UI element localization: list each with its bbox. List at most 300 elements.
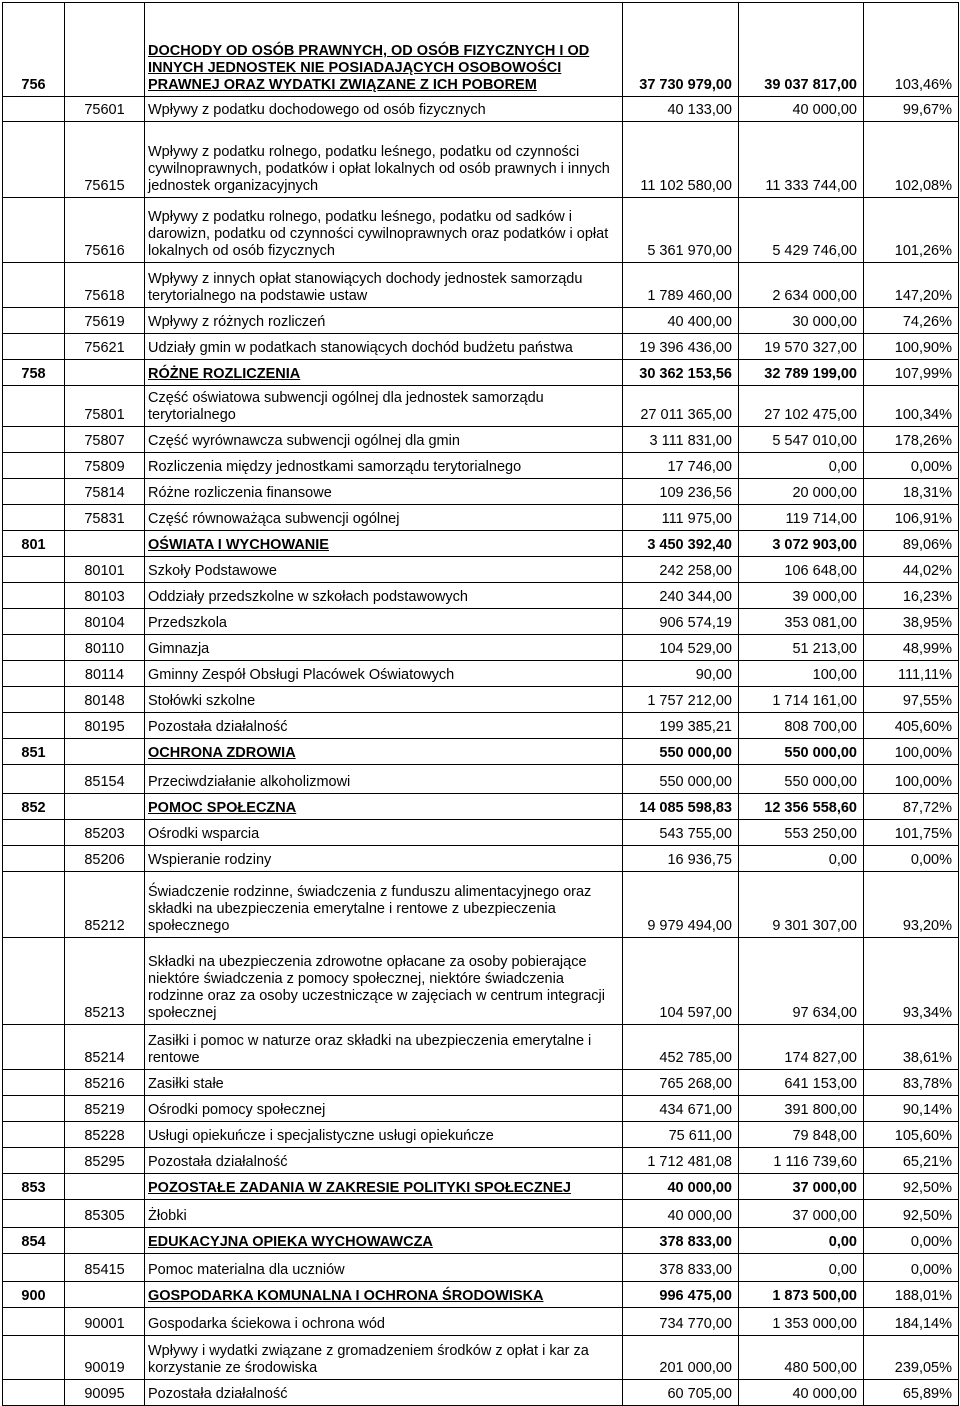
percent-value-text: 65,89% <box>902 1386 952 1402</box>
item-name-text: Świadczenie rodzinne, świadczenia z funduszu alimentacyjnego oraz składki na ubezpieczenia emerytalne i rentowe z ubezpieczenia społecznego <box>148 884 592 934</box>
item-name-text: Pozostała działalność <box>148 1154 288 1170</box>
plan-value-text: 17 746,00 <box>667 459 732 475</box>
section-code-text: 852 <box>21 800 46 816</box>
plan-value-text: 104 597,00 <box>659 1005 732 1021</box>
percent-value-text: 100,90% <box>894 340 952 356</box>
plan-value <box>623 479 739 505</box>
percent-value <box>864 505 959 531</box>
chapter-code <box>65 263 145 308</box>
item-name <box>145 360 623 386</box>
execution-value-text: 100,00 <box>812 667 857 683</box>
section-code <box>3 635 65 661</box>
percent-value-text: 147,20% <box>894 288 952 304</box>
execution-value-text: 5 429 746,00 <box>772 243 857 259</box>
item-name <box>145 739 623 765</box>
execution-value-text: 391 800,00 <box>784 1102 857 1118</box>
execution-value-text: 3 072 903,00 <box>772 537 857 553</box>
item-name-text: Przeciwdziałanie alkoholizmowi <box>148 774 351 790</box>
execution-value-text: 2 634 000,00 <box>772 288 857 304</box>
chapter-code <box>65 1282 145 1308</box>
percent-value <box>864 1228 959 1254</box>
percent-value <box>864 479 959 505</box>
percent-value-text: 111,11% <box>897 667 952 683</box>
chapter-code <box>65 122 145 198</box>
percent-value-text: 38,61% <box>902 1050 952 1066</box>
table-row <box>3 334 959 360</box>
execution-value <box>739 360 864 386</box>
item-name <box>145 1228 623 1254</box>
plan-value <box>623 427 739 453</box>
chapter-code <box>65 846 145 872</box>
execution-value-text: 9 301 307,00 <box>772 918 857 934</box>
chapter-code <box>65 3 145 97</box>
plan-value-text: 201 000,00 <box>659 1360 732 1376</box>
section-code-text: 851 <box>21 745 46 761</box>
chapter-code <box>65 308 145 334</box>
plan-value-text: 19 396 436,00 <box>639 340 732 356</box>
item-name <box>145 334 623 360</box>
plan-value-text: 1 789 460,00 <box>647 288 732 304</box>
plan-value-text: 9 979 494,00 <box>647 918 732 934</box>
execution-value-text: 1 116 739,60 <box>773 1154 857 1170</box>
chapter-code-text: 85219 <box>84 1102 125 1118</box>
section-row <box>3 1228 959 1254</box>
item-name-text: Szkoły Podstawowe <box>148 563 277 579</box>
section-code <box>3 1025 65 1070</box>
percent-value <box>864 1096 959 1122</box>
execution-value-text: 174 827,00 <box>784 1050 857 1066</box>
plan-value-text: 37 730 979,00 <box>639 77 732 93</box>
execution-value <box>739 308 864 334</box>
item-name-text: Wspieranie rodziny <box>148 852 272 868</box>
percent-value <box>864 1200 959 1228</box>
percent-value <box>864 1174 959 1200</box>
chapter-code <box>65 687 145 713</box>
item-name <box>145 1174 623 1200</box>
percent-value-text: 99,67% <box>902 102 952 118</box>
item-name-text: Część wyrównawcza subwencji ogólnej dla gmin <box>148 433 460 449</box>
section-code <box>3 846 65 872</box>
section-code <box>3 1096 65 1122</box>
percent-value <box>864 938 959 1025</box>
chapter-code-text: 75618 <box>84 288 125 304</box>
execution-value <box>739 1200 864 1228</box>
execution-value <box>739 1148 864 1174</box>
item-name <box>145 1254 623 1282</box>
table-row <box>3 505 959 531</box>
execution-value <box>739 97 864 122</box>
execution-value-text: 0,00 <box>828 459 857 475</box>
plan-value-text: 40 400,00 <box>667 314 732 330</box>
percent-value <box>864 820 959 846</box>
plan-value-text: 550 000,00 <box>659 745 732 761</box>
chapter-code <box>65 334 145 360</box>
execution-value-text: 119 714,00 <box>785 511 857 527</box>
item-name-text: Pozostała działalność <box>148 719 288 735</box>
percent-value-text: 100,00% <box>894 745 952 761</box>
plan-value <box>623 122 739 198</box>
chapter-code-text: 80148 <box>84 693 125 709</box>
chapter-code <box>65 427 145 453</box>
execution-value-text: 39 000,00 <box>792 589 857 605</box>
item-name <box>145 1380 623 1406</box>
chapter-code-text: 80195 <box>84 719 125 735</box>
chapter-code-text: 85203 <box>84 826 125 842</box>
chapter-code-text: 75601 <box>84 102 125 118</box>
plan-value-text: 240 344,00 <box>659 589 732 605</box>
table-row <box>3 122 959 198</box>
item-name-text: Wpływy i wydatki związane z gromadzeniem środków z opłat i kar za korzystanie ze środowiska <box>148 1343 589 1376</box>
table-row <box>3 846 959 872</box>
item-name-text: Zasiłki i pomoc w naturze oraz składki na ubezpieczenia emerytalne i rentowe <box>148 1033 592 1066</box>
item-name-text: Udziały gmin w podatkach stanowiących dochód budżetu państwa <box>148 340 573 356</box>
chapter-code <box>65 531 145 557</box>
item-name <box>145 687 623 713</box>
section-code <box>3 1148 65 1174</box>
section-code <box>3 505 65 531</box>
table-row <box>3 1308 959 1336</box>
execution-value-text: 37 000,00 <box>792 1180 857 1196</box>
table-row <box>3 1200 959 1228</box>
item-name <box>145 263 623 308</box>
plan-value-text: 242 258,00 <box>659 563 732 579</box>
section-code <box>3 531 65 557</box>
percent-value-text: 0,00% <box>910 1234 952 1250</box>
plan-value-text: 765 268,00 <box>659 1076 732 1092</box>
chapter-code-text: 85216 <box>84 1076 125 1092</box>
section-code <box>3 453 65 479</box>
section-code <box>3 1308 65 1336</box>
chapter-code-text: 75831 <box>84 511 125 527</box>
plan-value-text: 199 385,21 <box>659 719 732 735</box>
plan-value <box>623 97 739 122</box>
chapter-code-text: 75807 <box>84 433 125 449</box>
execution-value <box>739 1070 864 1096</box>
percent-value <box>864 687 959 713</box>
percent-value <box>864 583 959 609</box>
chapter-code <box>65 583 145 609</box>
chapter-code-text: 80103 <box>84 589 125 605</box>
execution-value-text: 106 648,00 <box>784 563 857 579</box>
item-name-text: Wpływy z podatku dochodowego od osób fizycznych <box>148 102 486 118</box>
table-row <box>3 687 959 713</box>
plan-value-text: 996 475,00 <box>659 1288 732 1304</box>
percent-value <box>864 713 959 739</box>
item-name <box>145 635 623 661</box>
plan-value-text: 3 450 392,40 <box>647 537 732 553</box>
execution-value <box>739 739 864 765</box>
execution-value-text: 40 000,00 <box>792 102 857 118</box>
plan-value-text: 90,00 <box>695 667 732 683</box>
percent-value-text: 103,46% <box>894 77 952 93</box>
percent-value-text: 87,72% <box>902 800 952 816</box>
item-name-text: Gospodarka ściekowa i ochrona wód <box>148 1316 385 1332</box>
item-name-text: EDUKACYJNA OPIEKA WYCHOWAWCZA <box>148 1234 433 1250</box>
item-name <box>145 583 623 609</box>
percent-value <box>864 1025 959 1070</box>
chapter-code <box>65 1122 145 1148</box>
item-name <box>145 1148 623 1174</box>
execution-value <box>739 453 864 479</box>
chapter-code-text: 85154 <box>84 774 125 790</box>
execution-value-text: 97 634,00 <box>792 1005 857 1021</box>
chapter-code <box>65 557 145 583</box>
section-code <box>3 794 65 820</box>
chapter-code <box>65 938 145 1025</box>
plan-value <box>623 198 739 263</box>
plan-value-text: 27 011 365,00 <box>640 407 732 423</box>
percent-value <box>864 794 959 820</box>
chapter-code-text: 85212 <box>84 918 125 934</box>
item-name <box>145 1282 623 1308</box>
plan-value-text: 452 785,00 <box>659 1050 732 1066</box>
plan-value <box>623 453 739 479</box>
plan-value-text: 434 671,00 <box>659 1102 732 1118</box>
section-code <box>3 427 65 453</box>
table-row <box>3 427 959 453</box>
item-name-text: GOSPODARKA KOMUNALNA I OCHRONA ŚRODOWISKA <box>148 1288 544 1304</box>
item-name-text: Rozliczenia między jednostkami samorządu terytorialnego <box>148 459 522 475</box>
item-name-text: Gminny Zespół Obsługi Placówek Oświatowych <box>148 667 455 683</box>
execution-value <box>739 820 864 846</box>
section-code <box>3 687 65 713</box>
section-code <box>3 1228 65 1254</box>
execution-value <box>739 872 864 938</box>
item-name-text: Gimnazja <box>148 641 210 657</box>
percent-value <box>864 1380 959 1406</box>
section-code <box>3 122 65 198</box>
plan-value <box>623 687 739 713</box>
percent-value <box>864 609 959 635</box>
section-code-text: 801 <box>21 537 46 553</box>
percent-value <box>864 360 959 386</box>
chapter-code <box>65 1200 145 1228</box>
percent-value <box>864 1282 959 1308</box>
plan-value <box>623 1380 739 1406</box>
item-name <box>145 609 623 635</box>
section-code-text: 758 <box>21 366 46 382</box>
table-row <box>3 713 959 739</box>
item-name-text: Ośrodki pomocy społecznej <box>148 1102 326 1118</box>
chapter-code <box>65 198 145 263</box>
percent-value <box>864 122 959 198</box>
plan-value <box>623 938 739 1025</box>
section-row <box>3 794 959 820</box>
plan-value-text: 40 000,00 <box>667 1180 732 1196</box>
percent-value <box>864 635 959 661</box>
item-name <box>145 1336 623 1380</box>
plan-value <box>623 505 739 531</box>
execution-value-text: 550 000,00 <box>784 774 857 790</box>
percent-value-text: 184,14% <box>894 1316 952 1332</box>
percent-value-text: 100,34% <box>894 407 952 423</box>
percent-value-text: 16,23% <box>902 589 952 605</box>
plan-value-text: 111 975,00 <box>661 511 732 527</box>
section-code <box>3 1336 65 1380</box>
execution-value-text: 51 213,00 <box>792 641 857 657</box>
table-row <box>3 609 959 635</box>
execution-value <box>739 3 864 97</box>
chapter-code <box>65 386 145 427</box>
item-name <box>145 1200 623 1228</box>
chapter-code <box>65 1380 145 1406</box>
chapter-code-text: 85305 <box>84 1208 125 1224</box>
item-name-text: Pozostała działalność <box>148 1386 288 1402</box>
execution-value-text: 39 037 817,00 <box>764 77 857 93</box>
item-name <box>145 794 623 820</box>
section-code <box>3 820 65 846</box>
table-row <box>3 557 959 583</box>
percent-value-text: 18,31% <box>902 485 952 501</box>
chapter-code-text: 90001 <box>84 1316 125 1332</box>
chapter-code <box>65 360 145 386</box>
execution-value-text: 0,00 <box>828 1262 857 1278</box>
execution-value <box>739 1336 864 1380</box>
chapter-code <box>65 1336 145 1380</box>
execution-value <box>739 765 864 794</box>
plan-value <box>623 531 739 557</box>
execution-value-text: 1 714 161,00 <box>772 693 857 709</box>
chapter-code <box>65 505 145 531</box>
section-code <box>3 263 65 308</box>
execution-value <box>739 1122 864 1148</box>
table-row <box>3 97 959 122</box>
item-name-text: Ośrodki wsparcia <box>148 826 260 842</box>
plan-value-text: 1 712 481,08 <box>647 1154 732 1170</box>
item-name <box>145 938 623 1025</box>
plan-value-text: 30 362 153,56 <box>639 366 732 382</box>
execution-value-text: 12 356 558,60 <box>764 800 857 816</box>
percent-value-text: 97,55% <box>902 693 952 709</box>
item-name <box>145 557 623 583</box>
plan-value <box>623 1336 739 1380</box>
table-row <box>3 453 959 479</box>
item-name-text: DOCHODY OD OSÓB PRAWNYCH, OD OSÓB FIZYCZNYCH I OD INNYCH JEDNOSTEK NIE POSIADAJĄCYCH OSOBOWOŚCI PRAWNEJ ORAZ WYDATKI ZWIĄZANE Z ICH POBOREM <box>148 43 590 93</box>
section-code <box>3 1200 65 1228</box>
plan-value-text: 378 833,00 <box>659 1262 732 1278</box>
section-code <box>3 557 65 583</box>
item-name <box>145 505 623 531</box>
plan-value <box>623 635 739 661</box>
chapter-code <box>65 453 145 479</box>
percent-value-text: 38,95% <box>902 615 952 631</box>
percent-value <box>864 263 959 308</box>
item-name-text: Część równoważąca subwencji ogólnej <box>148 511 400 527</box>
percent-value <box>864 1308 959 1336</box>
table-row <box>3 308 959 334</box>
table-row <box>3 820 959 846</box>
table-row <box>3 938 959 1025</box>
chapter-code-text: 80114 <box>84 667 125 683</box>
plan-value <box>623 609 739 635</box>
item-name <box>145 872 623 938</box>
percent-value <box>864 386 959 427</box>
execution-value <box>739 1380 864 1406</box>
percent-value-text: 0,00% <box>910 459 952 475</box>
chapter-code-text: 75616 <box>84 243 125 259</box>
section-code <box>3 765 65 794</box>
item-name <box>145 1070 623 1096</box>
percent-value <box>864 453 959 479</box>
item-name-text: POZOSTAŁE ZADANIA W ZAKRESIE POLITYKI SPOŁECZNEJ <box>148 1180 571 1196</box>
execution-value-text: 5 547 010,00 <box>772 433 857 449</box>
section-code <box>3 360 65 386</box>
chapter-code <box>65 1025 145 1070</box>
item-name <box>145 453 623 479</box>
plan-value <box>623 794 739 820</box>
percent-value-text: 105,60% <box>894 1128 952 1144</box>
plan-value <box>623 872 739 938</box>
plan-value-text: 109 236,56 <box>659 485 732 501</box>
section-code-text: 900 <box>21 1288 46 1304</box>
percent-value <box>864 765 959 794</box>
table-row <box>3 1336 959 1380</box>
plan-value <box>623 308 739 334</box>
chapter-code-text: 75809 <box>84 459 125 475</box>
item-name <box>145 198 623 263</box>
percent-value-text: 0,00% <box>910 852 952 868</box>
chapter-code-text: 75621 <box>84 340 125 356</box>
chapter-code-text: 85213 <box>84 1005 125 1021</box>
execution-value-text: 1 873 500,00 <box>772 1288 857 1304</box>
item-name-text: Pomoc materialna dla uczniów <box>148 1262 345 1278</box>
plan-value <box>623 1308 739 1336</box>
table-row <box>3 872 959 938</box>
plan-value <box>623 1070 739 1096</box>
execution-value <box>739 687 864 713</box>
execution-value <box>739 479 864 505</box>
item-name <box>145 531 623 557</box>
table-row <box>3 635 959 661</box>
section-code <box>3 3 65 97</box>
item-name <box>145 1025 623 1070</box>
plan-value <box>623 583 739 609</box>
percent-value-text: 107,99% <box>894 366 952 382</box>
execution-value-text: 11 333 744,00 <box>765 178 857 194</box>
chapter-code-text: 75814 <box>84 485 125 501</box>
chapter-code <box>65 765 145 794</box>
section-code <box>3 308 65 334</box>
execution-value <box>739 1096 864 1122</box>
execution-value-text: 20 000,00 <box>792 485 857 501</box>
section-code <box>3 1174 65 1200</box>
section-code-text: 756 <box>21 77 46 93</box>
chapter-code <box>65 97 145 122</box>
percent-value-text: 92,50% <box>902 1180 952 1196</box>
plan-value <box>623 846 739 872</box>
plan-value-text: 104 529,00 <box>659 641 732 657</box>
execution-value <box>739 427 864 453</box>
section-row <box>3 3 959 97</box>
item-name-text: Składki na ubezpieczenia zdrowotne opłacane za osoby pobierające niektóre świadczenia z pomocy społecznej, niektóre świadczenia rodzinne oraz za osoby uczestniczące w zajęciach w centrum integracji społecznej <box>148 954 605 1021</box>
section-code-text: 853 <box>21 1180 46 1196</box>
section-code <box>3 334 65 360</box>
percent-value-text: 44,02% <box>902 563 952 579</box>
execution-value <box>739 1174 864 1200</box>
item-name <box>145 765 623 794</box>
section-row <box>3 360 959 386</box>
table-row <box>3 386 959 427</box>
percent-value-text: 101,26% <box>894 243 952 259</box>
item-name-text: Różne rozliczenia finansowe <box>148 485 332 501</box>
execution-value-text: 480 500,00 <box>784 1360 857 1376</box>
execution-value <box>739 1228 864 1254</box>
percent-value-text: 74,26% <box>902 314 952 330</box>
execution-value-text: 0,00 <box>828 1234 857 1250</box>
plan-value <box>623 263 739 308</box>
table-row <box>3 1148 959 1174</box>
percent-value <box>864 334 959 360</box>
